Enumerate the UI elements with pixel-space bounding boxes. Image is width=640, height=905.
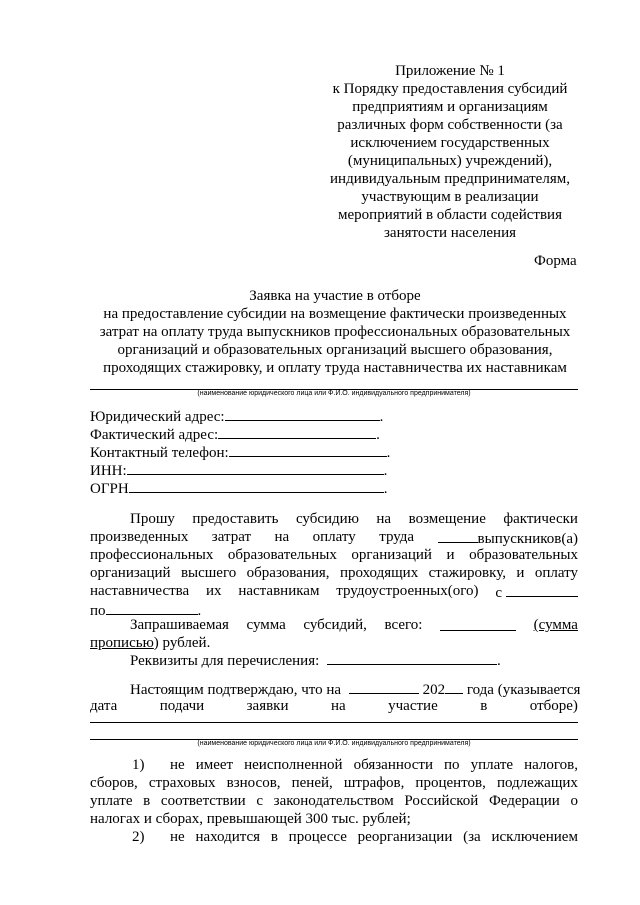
word: Прошу bbox=[130, 511, 175, 527]
word: страховых bbox=[148, 775, 216, 791]
word: пеней, bbox=[291, 775, 333, 791]
word: на bbox=[330, 698, 346, 714]
word: . bbox=[197, 603, 202, 619]
word: взносов, bbox=[226, 775, 281, 791]
word: оплату bbox=[534, 565, 578, 581]
word: в bbox=[143, 793, 151, 809]
phone-row bbox=[90, 442, 390, 462]
amount-words-label: (сумма bbox=[533, 617, 578, 633]
actual-address-input[interactable] bbox=[218, 424, 376, 439]
title-line: на предоставление субсидии на возмещение фактически произведенных bbox=[103, 306, 567, 322]
word: уплате bbox=[90, 793, 133, 809]
applicant-caption: (наименование юридического лица или Ф.И.О. индивидуального предпринимателя) bbox=[197, 390, 471, 397]
legal-address-label: Юридический адрес: bbox=[90, 409, 225, 425]
word: дата bbox=[90, 698, 118, 714]
field-end-dot: . bbox=[383, 463, 388, 479]
amount-input[interactable] bbox=[440, 616, 516, 631]
appendix-line: к Порядку предоставления субсидий bbox=[332, 81, 568, 97]
requisites-input[interactable] bbox=[327, 650, 497, 665]
word: и bbox=[446, 547, 455, 563]
word: трудоустроенных(ого) bbox=[336, 583, 479, 599]
confirm-line-2 bbox=[90, 697, 578, 715]
word: Российской bbox=[404, 793, 479, 809]
request-line-5 bbox=[90, 582, 578, 602]
inn-row bbox=[90, 460, 387, 480]
requisites-row bbox=[130, 650, 501, 670]
legal-address-row bbox=[90, 406, 383, 426]
word: организаций bbox=[90, 565, 171, 581]
word: в bbox=[270, 829, 278, 845]
item-1-number: 1) bbox=[132, 757, 145, 773]
word: по bbox=[444, 757, 460, 773]
field-end-dot: . bbox=[386, 445, 391, 461]
word: Настоящим подтверждаю, что на bbox=[130, 682, 342, 698]
amount-words-label: прописью bbox=[90, 635, 154, 651]
item-2-number: 2) bbox=[132, 829, 145, 845]
word: профессиональных bbox=[90, 547, 214, 563]
word: исключением bbox=[491, 829, 578, 845]
ogrn-row bbox=[90, 478, 387, 498]
word: организаций bbox=[351, 547, 432, 563]
word: и bbox=[516, 565, 525, 581]
word: налогов, bbox=[524, 757, 578, 773]
field-end-dot: . bbox=[376, 427, 380, 443]
actual-address-row bbox=[90, 424, 380, 444]
word: реорганизации bbox=[357, 829, 453, 845]
word: стажировку, bbox=[428, 565, 506, 581]
word: о bbox=[570, 793, 578, 809]
graduates-count-field bbox=[438, 528, 578, 548]
legal-address-input[interactable] bbox=[225, 406, 380, 421]
start-date-field bbox=[495, 582, 578, 602]
word: с bbox=[256, 793, 263, 809]
word: процентов, bbox=[415, 775, 486, 791]
applicant-caption-2: (наименование юридического лица или Ф.И.О. индивидуального предпринимателя) bbox=[197, 740, 471, 747]
word: штрафов, bbox=[343, 775, 405, 791]
word: затрат bbox=[211, 529, 252, 545]
item-2-line-1 bbox=[170, 828, 578, 846]
word: соответствии bbox=[160, 793, 246, 809]
start-date-input[interactable] bbox=[506, 582, 578, 597]
graduates-count-input[interactable] bbox=[438, 528, 478, 543]
word: ) рублей. bbox=[153, 635, 211, 651]
appendix-line: мероприятий в области содействия bbox=[338, 207, 562, 223]
item-1-line-2 bbox=[90, 774, 578, 792]
word: Федерации bbox=[488, 793, 560, 809]
word: заявки bbox=[246, 698, 289, 714]
actual-address-label: Фактический адрес: bbox=[90, 427, 219, 443]
word: подлежащих bbox=[496, 775, 578, 791]
word: года (указывается bbox=[466, 682, 581, 698]
word: в bbox=[480, 698, 488, 714]
word: не bbox=[170, 829, 185, 845]
request-line-1 bbox=[130, 510, 578, 528]
field-end-dot: . bbox=[379, 409, 384, 425]
appendix-number: Приложение № 1 bbox=[395, 63, 505, 79]
word: не bbox=[170, 757, 185, 773]
title-line: Заявка на участие в отборе bbox=[249, 288, 421, 304]
appendix-line: различных форм собственности (за bbox=[337, 117, 563, 133]
item-1-line-4: налогах и сборах, превышающей 300 тыс. рублей; bbox=[90, 811, 411, 827]
word: образовательных bbox=[227, 547, 337, 563]
word: произведенных bbox=[90, 529, 189, 545]
word: по bbox=[90, 603, 106, 619]
word: уплате bbox=[470, 757, 514, 773]
word: труда bbox=[379, 529, 415, 545]
word: имеет bbox=[195, 757, 234, 773]
request-line-2 bbox=[90, 528, 578, 548]
item-1-line-1 bbox=[170, 756, 578, 774]
word: . bbox=[497, 653, 501, 669]
confirm-year-input[interactable] bbox=[445, 679, 463, 694]
request-line-4 bbox=[90, 564, 578, 582]
word: (за bbox=[463, 829, 481, 845]
phone-label: Контактный телефон: bbox=[90, 445, 229, 461]
word: подачи bbox=[159, 698, 205, 714]
word: на bbox=[376, 511, 392, 527]
word: Запрашиваемая bbox=[130, 617, 229, 633]
word: оплату bbox=[312, 529, 356, 545]
word: участие bbox=[388, 698, 438, 714]
word: сборов, bbox=[90, 775, 138, 791]
word: процессе bbox=[288, 829, 347, 845]
inn-input[interactable] bbox=[127, 460, 384, 475]
word: высшего bbox=[180, 565, 237, 581]
request-line-3 bbox=[90, 546, 578, 564]
appendix-line: предприятиям и организациям bbox=[352, 99, 548, 115]
word: возмещение bbox=[408, 511, 486, 527]
word: фактически bbox=[503, 511, 578, 527]
form-label: Форма bbox=[534, 253, 577, 269]
word: находится bbox=[195, 829, 261, 845]
amount-line-1 bbox=[130, 616, 578, 634]
word: субсидий, bbox=[303, 617, 367, 633]
word: их bbox=[206, 583, 222, 599]
word: на bbox=[274, 529, 290, 545]
appendix-line: занятости населения bbox=[383, 225, 516, 241]
word: 202 bbox=[422, 682, 446, 698]
word: образования, bbox=[246, 565, 330, 581]
word: наставникам bbox=[238, 583, 320, 599]
ogrn-input[interactable] bbox=[129, 478, 384, 493]
title-line: затрат на оплату труда выпускников профессиональных образовательных bbox=[99, 324, 571, 340]
word: проходящих bbox=[339, 565, 419, 581]
confirm-blank-line[interactable] bbox=[90, 722, 578, 723]
appendix-line: исключением государственных bbox=[350, 135, 550, 151]
requisites-label: Реквизиты для перечисления: bbox=[130, 653, 320, 669]
word: всего: bbox=[384, 617, 423, 633]
word: законодательством bbox=[273, 793, 394, 809]
word: предоставить bbox=[192, 511, 279, 527]
phone-input[interactable] bbox=[229, 442, 387, 457]
field-end-dot: . bbox=[383, 481, 388, 497]
word: образовательных bbox=[469, 547, 578, 563]
end-date-input[interactable] bbox=[106, 600, 198, 615]
word: сумма bbox=[246, 617, 286, 633]
word: выпускников(а) bbox=[477, 531, 578, 547]
confirm-line-1 bbox=[130, 679, 580, 699]
inn-label: ИНН: bbox=[90, 463, 127, 479]
word: наставничества bbox=[90, 583, 190, 599]
confirm-date-input[interactable] bbox=[349, 679, 419, 694]
word: отборе) bbox=[529, 698, 578, 714]
word: неисполненной bbox=[244, 757, 343, 773]
word: субсидию bbox=[295, 511, 359, 527]
word: обязанности bbox=[353, 757, 433, 773]
item-1-line-3 bbox=[90, 792, 578, 810]
title-line: проходящих стажировку, и оплату труда наставничества их наставникам bbox=[103, 360, 567, 376]
title-line: организаций и образовательных организаций высшего образования, bbox=[117, 342, 553, 358]
ogrn-label: ОГРН bbox=[90, 481, 129, 497]
appendix-line: участвующим в реализации bbox=[361, 189, 539, 205]
appendix-line: (муниципальных) учреждений), bbox=[347, 153, 553, 169]
appendix-line: индивидуальным предпринимателям, bbox=[330, 171, 570, 187]
word: с bbox=[495, 585, 502, 601]
